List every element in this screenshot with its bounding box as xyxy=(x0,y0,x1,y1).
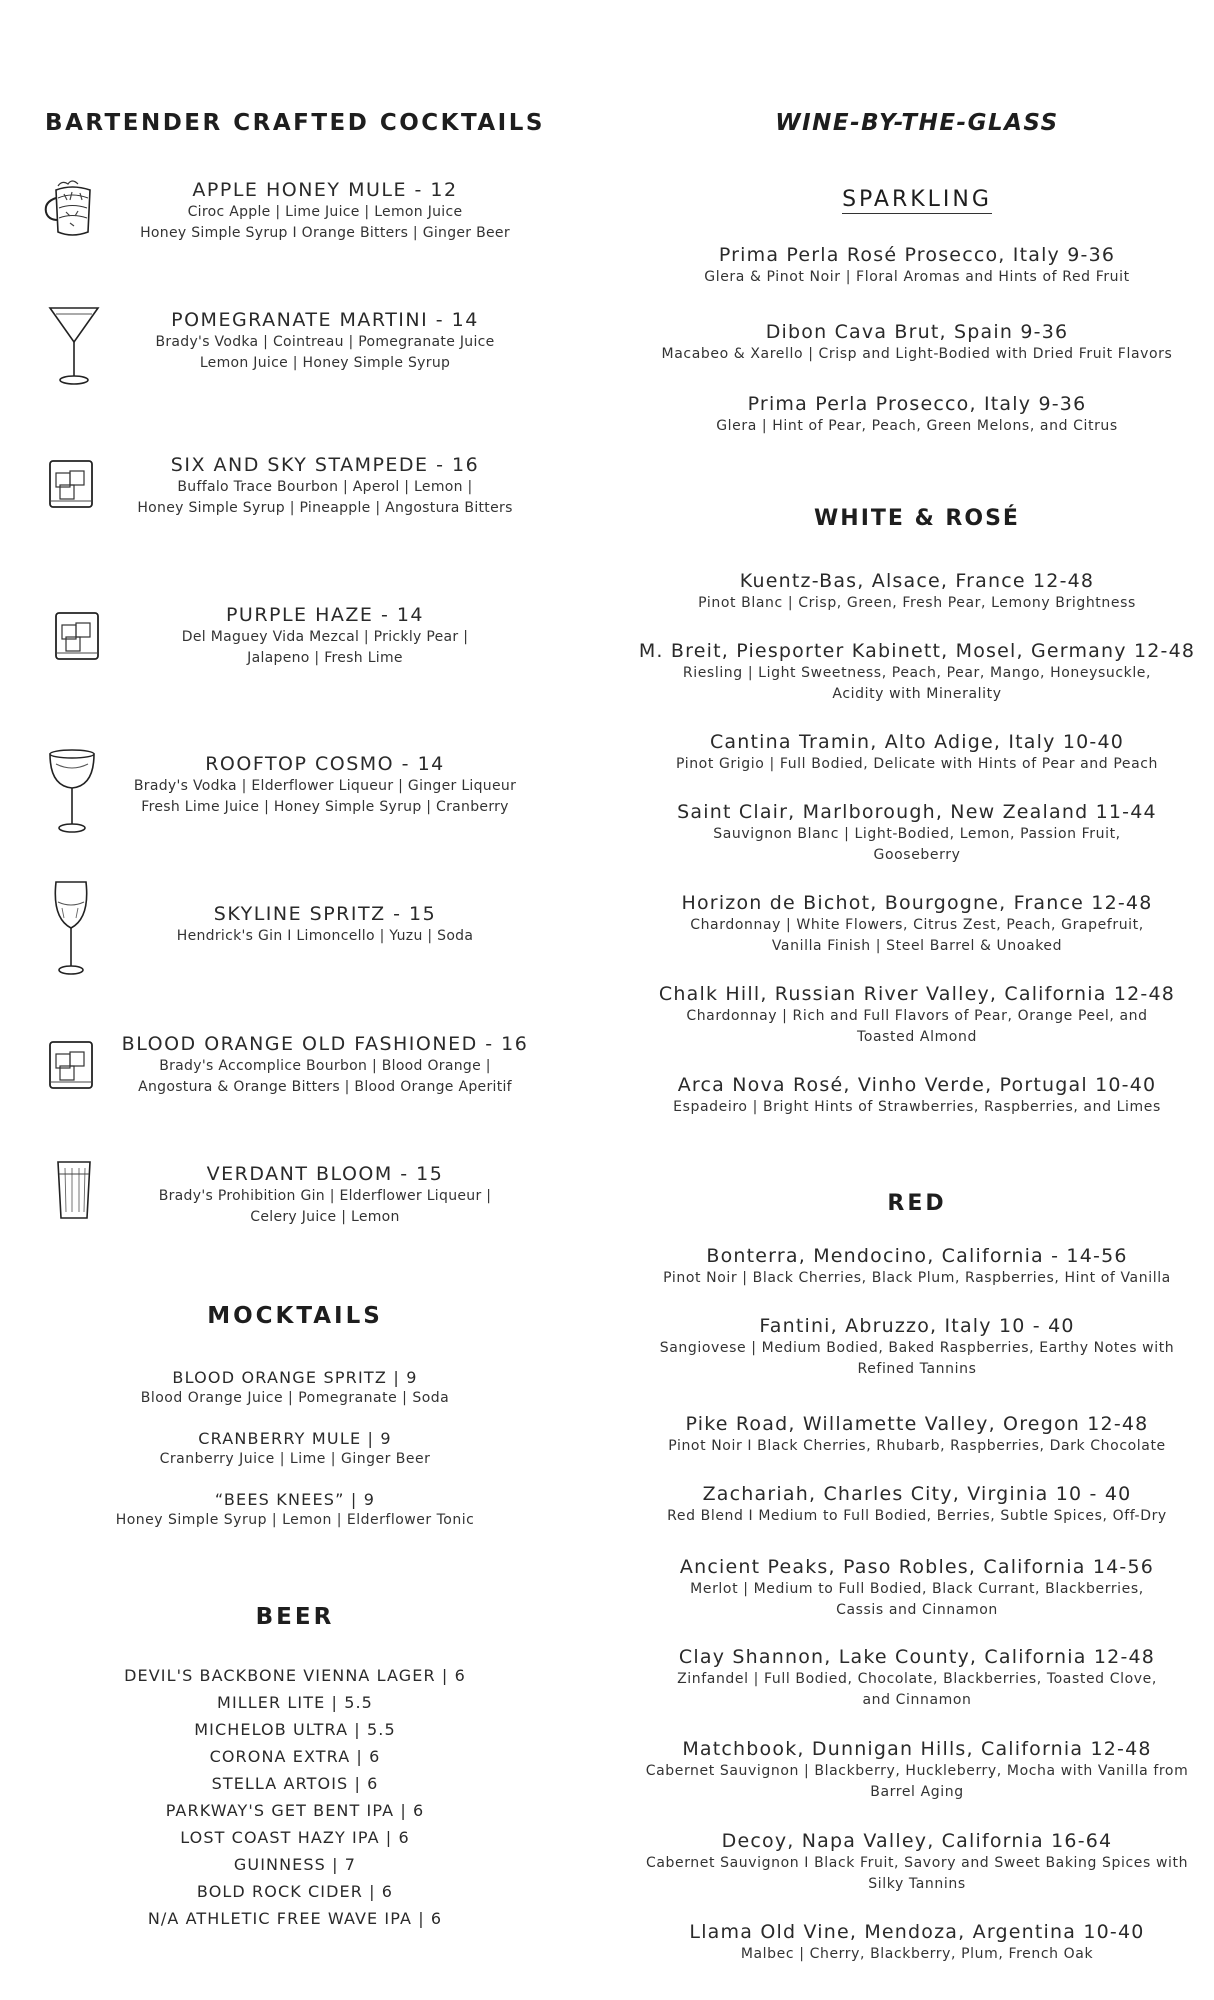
white-rose-heading: WHITE & ROSÉ xyxy=(814,506,1020,531)
wine-name: M. Breit, Piesporter Kabinett, Mosel, Germany 12-48 xyxy=(638,640,1196,662)
wine-name: Saint Clair, Marlborough, New Zealand 11-44 xyxy=(677,801,1157,823)
rocks-glass-icon xyxy=(46,1038,96,1094)
wine-description: Toasted Almond xyxy=(857,1029,977,1045)
sparkling-heading xyxy=(620,187,1214,212)
cocktail-name: BLOOD ORANGE OLD FASHIONED - 16 xyxy=(121,1033,529,1055)
red-heading: RED xyxy=(887,1191,947,1216)
wine-name: Clay Shannon, Lake County, California 12-48 xyxy=(678,1646,1156,1668)
mocktail-ingredients: Cranberry Juice | Lime | Ginger Beer xyxy=(159,1451,431,1467)
wine-name: Bonterra, Mendocino, California - 14-56 xyxy=(706,1245,1128,1267)
wine-item xyxy=(620,730,1214,775)
cocktail-name: APPLE HONEY MULE - 12 xyxy=(192,179,458,201)
wine-description: Glera | Hint of Pear, Peach, Green Melons, and Citrus xyxy=(716,418,1118,434)
beer-item: MILLER LITE | 5.5 xyxy=(217,1693,373,1712)
beer-item: CORONA EXTRA | 6 xyxy=(209,1747,381,1766)
wine-item xyxy=(620,392,1214,437)
wine-description: Espadeiro | Bright Hints of Strawberries, Raspberries, and Limes xyxy=(673,1099,1161,1115)
mocktail-name: CRANBERRY MULE | 9 xyxy=(198,1429,392,1448)
wine-description: Pinot Noir | Black Cherries, Black Plum, Raspberries, Hint of Vanilla xyxy=(663,1270,1171,1286)
cocktail-name: SKYLINE SPRITZ - 15 xyxy=(213,903,437,925)
wine-name: Horizon de Bichot, Bourgogne, France 12-48 xyxy=(681,892,1153,914)
wine-description: Merlot | Medium to Full Bodied, Black Currant, Blackberries, xyxy=(690,1581,1144,1597)
wine-name: Decoy, Napa Valley, California 16-64 xyxy=(721,1830,1113,1852)
wine-description: Pinot Noir I Black Cherries, Rhubarb, Raspberries, Dark Chocolate xyxy=(668,1438,1166,1454)
mocktail-item xyxy=(0,1429,590,1469)
wine-name: Kuentz-Bas, Alsace, France 12-48 xyxy=(739,570,1095,592)
beer-list xyxy=(0,1662,590,1932)
beer-item: BOLD ROCK CIDER | 6 xyxy=(196,1882,394,1901)
wine-description: Macabeo & Xarello | Crisp and Light-Bodied with Dried Fruit Flavors xyxy=(661,346,1173,362)
wine-description: Glera & Pinot Noir | Floral Aromas and Hints of Red Fruit xyxy=(704,269,1130,285)
mocktail-ingredients: Blood Orange Juice | Pomegranate | Soda xyxy=(140,1390,450,1406)
wine-item xyxy=(620,1314,1214,1380)
martini-glass-icon xyxy=(46,302,102,388)
wine-description: Gooseberry xyxy=(873,847,961,863)
cocktail-ingredients: Celery Juice | Lemon xyxy=(250,1209,400,1225)
wine-item xyxy=(620,569,1214,614)
wine-item xyxy=(620,1737,1214,1803)
beer-item: N/A ATHLETIC FREE WAVE IPA | 6 xyxy=(147,1909,443,1928)
wine-item xyxy=(620,320,1214,365)
wine-description: Refined Tannins xyxy=(857,1361,977,1377)
wine-description: Cassis and Cinnamon xyxy=(836,1602,998,1618)
wine-description: Red Blend I Medium to Full Bodied, Berries, Subtle Spices, Off-Dry xyxy=(667,1508,1167,1524)
wine-description: Chardonnay | Rich and Full Flavors of Pear, Orange Peel, and xyxy=(686,1008,1148,1024)
wine-item xyxy=(620,1829,1214,1895)
wine-description: Chardonnay | White Flowers, Citrus Zest, Peach, Grapefruit, xyxy=(690,917,1144,933)
wine-item xyxy=(620,891,1214,957)
cocktail-ingredients: Brady's Vodka | Cointreau | Pomegranate Juice xyxy=(155,334,495,350)
wine-description: Vanilla Finish | Steel Barrel & Unoaked xyxy=(771,938,1063,954)
cocktail-ingredients: Brady's Accomplice Bourbon | Blood Orange | xyxy=(159,1058,491,1074)
wine-description: Pinot Grigio | Full Bodied, Delicate with Hints of Pear and Peach xyxy=(675,756,1159,772)
wine-name: Cantina Tramin, Alto Adige, Italy 10-40 xyxy=(709,731,1125,753)
mocktail-name: “BEES KNEES” | 9 xyxy=(214,1490,376,1509)
cocktail-ingredients: Del Maguey Vida Mezcal | Prickly Pear | xyxy=(181,629,469,645)
wine-item xyxy=(620,639,1214,705)
wine-item xyxy=(620,800,1214,866)
wine-item xyxy=(620,1073,1214,1118)
cocktail-ingredients: Buffalo Trace Bourbon | Aperol | Lemon | xyxy=(177,479,473,495)
wine-name: Fantini, Abruzzo, Italy 10 - 40 xyxy=(759,1315,1075,1337)
cocktail-ingredients: Hendrick's Gin I Limoncello | Yuzu | Soda xyxy=(176,928,474,944)
wine-description: Acidity with Minerality xyxy=(832,686,1002,702)
cocktail-ingredients: Honey Simple Syrup I Orange Bitters | Ginger Beer xyxy=(140,225,510,241)
wine-description: and Cinnamon xyxy=(862,1692,972,1708)
copper-mug-icon xyxy=(42,178,108,244)
wine-item xyxy=(620,1244,1214,1289)
rocks-glass-icon xyxy=(46,457,96,513)
cocktail-name: POMEGRANATE MARTINI - 14 xyxy=(171,309,479,331)
wine-glass-icon xyxy=(50,878,92,978)
wine-item xyxy=(620,243,1214,288)
wine-description: Silky Tannins xyxy=(868,1876,966,1892)
beer-item: STELLA ARTOIS | 6 xyxy=(211,1774,379,1793)
cocktail-ingredients: Angostura & Orange Bitters | Blood Orange Aperitif xyxy=(138,1079,512,1095)
wine-name: Zachariah, Charles City, Virginia 10 - 40 xyxy=(702,1483,1132,1505)
cocktail-name: VERDANT BLOOM - 15 xyxy=(206,1163,444,1185)
cocktail-ingredients: Honey Simple Syrup | Pineapple | Angostura Bitters xyxy=(137,500,513,516)
cocktail-ingredients: Jalapeno | Fresh Lime xyxy=(247,650,403,666)
beer-item: DEVIL'S BACKBONE VIENNA LAGER | 6 xyxy=(124,1666,466,1685)
wine-description: Barrel Aging xyxy=(870,1784,964,1800)
wine-name: Matchbook, Dunnigan Hills, California 12-48 xyxy=(682,1738,1152,1760)
wine-name: Arca Nova Rosé, Vinho Verde, Portugal 10-40 xyxy=(677,1074,1157,1096)
cocktails-heading: BARTENDER CRAFTED COCKTAILS xyxy=(45,110,545,136)
wine-name: Prima Perla Prosecco, Italy 9-36 xyxy=(747,393,1087,415)
wine-item xyxy=(620,982,1214,1048)
wine-name: Llama Old Vine, Mendoza, Argentina 10-40 xyxy=(689,1921,1145,1943)
mocktail-ingredients: Honey Simple Syrup | Lemon | Elderflower Tonic xyxy=(115,1512,475,1528)
wine-description: Riesling | Light Sweetness, Peach, Pear, Mango, Honeysuckle, xyxy=(682,665,1152,681)
wine-heading: WINE-BY-THE-GLASS xyxy=(775,110,1059,136)
wine-name: Chalk Hill, Russian River Valley, California 12-48 xyxy=(658,983,1176,1005)
mocktails-heading: MOCKTAILS xyxy=(207,1303,383,1329)
wine-item xyxy=(620,1482,1214,1527)
beer-item: LOST COAST HAZY IPA | 6 xyxy=(180,1828,410,1847)
cocktail-name: ROOFTOP COSMO - 14 xyxy=(205,753,445,775)
cocktail-name: PURPLE HAZE - 14 xyxy=(225,604,425,626)
wine-description: Cabernet Sauvignon | Blackberry, Huckleberry, Mocha with Vanilla from xyxy=(645,1763,1189,1779)
wine-item xyxy=(620,1412,1214,1457)
mocktail-item xyxy=(0,1368,590,1408)
wine-description: Sauvignon Blanc | Light-Bodied, Lemon, Passion Fruit, xyxy=(713,826,1121,842)
cocktail-ingredients: Brady's Vodka | Elderflower Liqueur | Ginger Liqueur xyxy=(133,778,517,794)
wine-item xyxy=(620,1555,1214,1621)
rocks-glass-icon xyxy=(52,609,102,665)
wine-name: Pike Road, Willamette Valley, Oregon 12-48 xyxy=(685,1413,1149,1435)
cocktail-ingredients: Brady's Prohibition Gin | Elderflower Liqueur | xyxy=(158,1188,492,1204)
beer-item: MICHELOB ULTRA | 5.5 xyxy=(194,1720,396,1739)
wine-description: Sangiovese | Medium Bodied, Baked Raspberries, Earthy Notes with xyxy=(659,1340,1175,1356)
cocktail-ingredients: Ciroc Apple | Lime Juice | Lemon Juice xyxy=(187,204,463,220)
wine-name: Dibon Cava Brut, Spain 9-36 xyxy=(765,321,1069,343)
wine-name: Ancient Peaks, Paso Robles, California 14-56 xyxy=(679,1556,1155,1578)
wine-item xyxy=(620,1645,1214,1711)
sparkling-heading-text: SPARKLING xyxy=(842,187,992,212)
wine-description: Pinot Blanc | Crisp, Green, Fresh Pear, Lemony Brightness xyxy=(698,595,1136,611)
wine-description: Cabernet Sauvignon I Black Fruit, Savory and Sweet Baking Spices with xyxy=(645,1855,1189,1871)
beer-heading: BEER xyxy=(255,1604,335,1630)
wine-name: Prima Perla Rosé Prosecco, Italy 9-36 xyxy=(718,244,1116,266)
beer-item: GUINNESS | 7 xyxy=(233,1855,357,1874)
highball-glass-icon xyxy=(54,1158,94,1224)
wine-description: Zinfandel | Full Bodied, Chocolate, Blackberries, Toasted Clove, xyxy=(677,1671,1157,1687)
wine-description: Malbec | Cherry, Blackberry, Plum, French Oak xyxy=(740,1946,1094,1962)
cocktail-ingredients: Lemon Juice | Honey Simple Syrup xyxy=(199,355,451,371)
mocktail-name: BLOOD ORANGE SPRITZ | 9 xyxy=(172,1368,418,1387)
coupe-glass-icon xyxy=(46,746,98,836)
cocktail-name: SIX AND SKY STAMPEDE - 16 xyxy=(170,454,480,476)
cocktail-ingredients: Fresh Lime Juice | Honey Simple Syrup | Cranberry xyxy=(141,799,509,815)
beer-item: PARKWAY'S GET BENT IPA | 6 xyxy=(165,1801,425,1820)
mocktail-item xyxy=(0,1490,590,1530)
wine-item xyxy=(620,1920,1214,1965)
